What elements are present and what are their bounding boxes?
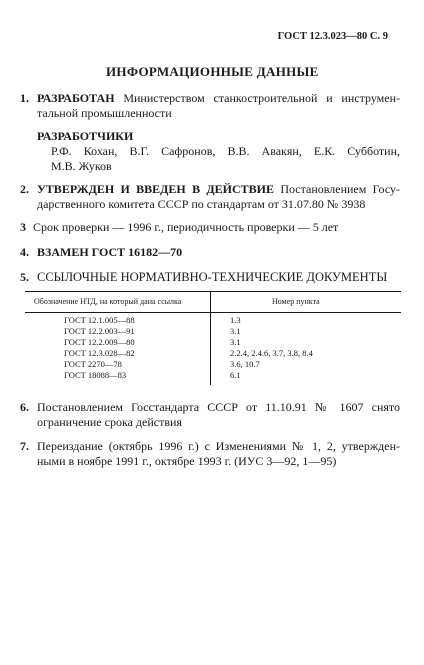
item-2-line1 — [37, 182, 400, 197]
item-5-number: 5. — [20, 270, 29, 284]
table-cell-document: ГОСТ 12.2.003—91 — [64, 326, 135, 336]
table-cell-document: ГОСТ 12.3.028—82 — [64, 348, 135, 358]
item-1-line1 — [37, 91, 400, 106]
table-row — [0, 359, 424, 370]
table-row — [0, 337, 424, 348]
developers-line2: М.В. Жуков — [51, 159, 112, 173]
table-header-rule — [25, 312, 401, 313]
table-cell-clause: 1.3 — [230, 315, 241, 325]
page-title: ИНФОРМАЦИОННЫЕ ДАННЫЕ — [106, 64, 319, 79]
table-row — [0, 326, 424, 337]
table-row — [0, 370, 424, 381]
item-2-text-line1: Постановлением Госу- — [280, 182, 401, 196]
table-cell-document: ГОСТ 12.2.009—80 — [64, 337, 135, 347]
item-7-text-line1: Переиздание (октябрь 1996 г.) с Изменениями № 1, 2, утвержден- — [37, 439, 400, 453]
item-1-number: 1. — [20, 91, 29, 105]
item-2-number: 2. — [20, 182, 29, 196]
table-cell-document: ГОСТ 12.1.005—88 — [64, 315, 135, 325]
item-4-number: 4. — [20, 245, 29, 259]
item-1-text-line1: Министерством станкостроительной и инструмен- — [123, 91, 401, 105]
item-2-text-line2: дарственного комитета СССР по стандартам от 31.07.80 № 3938 — [37, 197, 366, 211]
item-6-text-line2: ограничение срока действия — [37, 415, 182, 429]
item-3-text: Срок проверки — 1996 г., периодичность проверки — 5 лет — [33, 220, 339, 234]
item-5-heading: ССЫЛОЧНЫЕ НОРМАТИВНО-ТЕХНИЧЕСКИЕ ДОКУМЕНТЫ — [37, 270, 388, 284]
table-cell-clause: 3.1 — [230, 337, 241, 347]
table-header-document: Обозначение НТД, на который дана ссылка — [34, 297, 182, 306]
table-row — [0, 348, 424, 359]
item-6-number: 6. — [20, 400, 29, 414]
developers-line1: Р.Ф. Кохан, В.Г. Сафронов, В.В. Авакян, Е.К. Субботин, — [51, 144, 400, 158]
item-7-number: 7. — [20, 439, 29, 453]
item-1-text-line2: тальной промышленности — [37, 106, 172, 120]
item-7-text-line2: ными в ноябре 1991 г., октябре 1993 г. (ИУС 3—92, 1—95) — [37, 454, 337, 468]
developers-heading: РАЗРАБОТЧИКИ — [37, 129, 134, 143]
page-header-standard-ref: ГОСТ 12.3.023—80 С. 9 — [277, 31, 388, 42]
item-3-number: 3 — [20, 220, 26, 234]
item-6-text-line1: Постановлением Госстандарта СССР от 11.10.91 № 1607 снято — [37, 400, 400, 414]
table-cell-clause: 3.6, 10.7 — [230, 359, 260, 369]
table-cell-clause: 6.1 — [230, 370, 241, 380]
table-cell-clause: 3.1 — [230, 326, 241, 336]
table-cell-clause: 2.2.4, 2.4.6, 3.7, 3.8, 8.4 — [230, 348, 313, 358]
table-cell-document: ГОСТ 18088—83 — [64, 370, 127, 380]
item-1-lead: РАЗРАБОТАН — [37, 91, 115, 105]
table-row — [0, 315, 424, 326]
table-header-clause: Номер пункта — [272, 297, 320, 306]
item-4-text: ВЗАМЕН ГОСТ 16182—70 — [37, 245, 183, 259]
table-top-rule — [25, 291, 401, 292]
table-cell-document: ГОСТ 2270—78 — [64, 359, 122, 369]
item-2-lead: УТВЕРЖДЕН И ВВЕДЕН В ДЕЙСТВИЕ — [37, 182, 274, 196]
